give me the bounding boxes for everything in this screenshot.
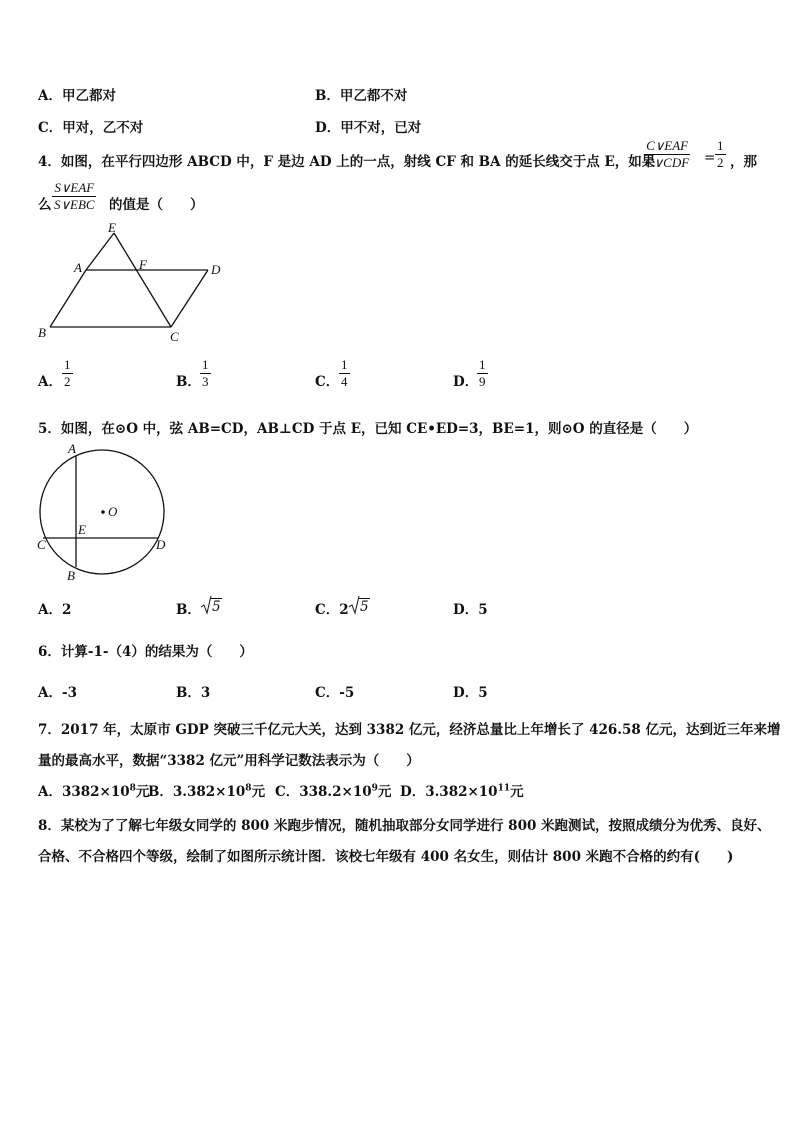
q4-option-a-num: 1 xyxy=(64,357,71,372)
q7-stem-line2: 量的最高水平，数据“3382 亿元”用科学记数法表示为（ ） xyxy=(38,753,420,769)
q4-option-d-num: 1 xyxy=(479,357,486,372)
q4-stem-tail: ，那 xyxy=(730,154,757,170)
center-point xyxy=(101,510,105,514)
label-b: B xyxy=(67,568,75,583)
q4-option-c-num: 1 xyxy=(341,357,348,372)
q7-option-b-base: B．3.382×10 xyxy=(148,784,246,800)
q4-parallelogram-figure xyxy=(36,222,226,346)
label-c: C xyxy=(37,537,46,552)
q4-option-a-den: 2 xyxy=(64,374,71,389)
q7-option-a xyxy=(38,780,149,800)
q7-option-d-base: D．3.382×10 xyxy=(400,784,498,800)
q4-option-b-label: B． xyxy=(176,374,201,390)
q4-area-ratio-num: S∨EAF xyxy=(54,180,95,195)
q4-ratio-perimeter-num: C∨EAF xyxy=(646,138,689,153)
q4-equals-sign: = xyxy=(704,150,716,166)
q7-option-d xyxy=(400,780,524,800)
q7-option-a-exp: 8 xyxy=(129,783,136,794)
q4-ratio-perimeter xyxy=(643,139,691,170)
q4-given-ratio-num: 1 xyxy=(717,138,724,153)
q4-option-b-num: 1 xyxy=(202,357,209,372)
q5-option-c-radicand: 5 xyxy=(360,599,369,615)
q5-option-b-label: B． xyxy=(176,602,201,618)
q3-option-b: B．甲乙都不对 xyxy=(315,88,408,104)
q4-option-b-den: 3 xyxy=(202,374,209,389)
q4-option-c-den: 4 xyxy=(341,374,348,389)
q5-option-d: D．5 xyxy=(453,602,488,618)
q3-option-d: D．甲不对，已对 xyxy=(315,120,422,136)
q4-option-d-den: 9 xyxy=(479,374,486,389)
q7-option-d-exp: 11 xyxy=(497,783,511,794)
label-d: D xyxy=(156,537,166,552)
q3-option-a: A．甲乙都对 xyxy=(38,88,116,104)
q8-stem-line2: 合格、不合格四个等级，绘制了如图所示统计图．该校七年级有 400 名女生，则估计 800 米跑不合格的约有( ) xyxy=(38,849,734,865)
q4-given-ratio-den: 2 xyxy=(717,155,724,170)
segment-ec xyxy=(114,233,171,327)
q7-option-b xyxy=(148,780,265,800)
q7-option-c-base: C．338.2×10 xyxy=(275,784,372,800)
label-b: B xyxy=(38,325,46,340)
label-d: D xyxy=(211,262,221,277)
q4-stem-line1: 4．如图，在平行四边形 ABCD 中，F 是边 AD 上的一点，射线 CF 和 BA 的延长线交于点 E，如果 xyxy=(38,154,656,170)
q6-option-d: D．5 xyxy=(453,685,488,701)
q6-stem: 6．计算-1-（4）的结果为（ ） xyxy=(38,644,253,660)
q7-option-b-exp: 8 xyxy=(245,783,252,794)
q4-option-c-label: C． xyxy=(315,374,340,390)
q8-stem-line1: 8．某校为了了解七年级女同学的 800 米跑步情况，随机抽取部分女同学进行 800 米跑测试，按照成绩分为优秀、良好、 xyxy=(38,818,771,834)
q5-option-b-radicand: 5 xyxy=(212,599,221,615)
q4-option-b-fraction xyxy=(200,358,211,389)
q4-given-ratio xyxy=(715,139,726,170)
q4-stem-line2-start: 么 xyxy=(38,197,52,213)
q7-option-c xyxy=(275,780,391,800)
q7-stem-line1: 7．2017 年，太原市 GDP 突破三千亿元大关，达到 3382 亿元，经济总量比上年增长了 426.58 亿元，达到近三年来增 xyxy=(38,722,781,738)
q6-option-b: B．3 xyxy=(176,685,211,701)
label-a: A xyxy=(74,260,82,275)
q7-option-d-unit: 元 xyxy=(510,784,524,800)
q4-stem-line2-end: 的值是（ ） xyxy=(109,197,204,213)
q4-option-d-label: D． xyxy=(453,374,479,390)
q4-area-ratio-den: S∨EBC xyxy=(54,197,95,212)
label-a: A xyxy=(68,441,76,456)
label-e: E xyxy=(108,222,116,235)
segment-ba xyxy=(50,270,86,327)
q6-option-a: A．-3 xyxy=(38,685,77,701)
label-e: E xyxy=(78,522,86,537)
q4-option-a-label: A． xyxy=(38,374,62,390)
q5-option-c-label: C．2 xyxy=(315,602,349,618)
q5-stem: 5．如图，在⊙O 中，弦 AB=CD，AB⊥CD 于点 E，已知 CE•ED=3，BE=1，则⊙O 的直径是（ ） xyxy=(38,421,698,437)
label-f: F xyxy=(139,257,147,272)
q4-ratio-perimeter-den: C∨CDF xyxy=(645,155,690,170)
q3-option-c: C．甲对，乙不对 xyxy=(38,120,144,136)
segment-dc xyxy=(171,270,208,327)
segment-ae xyxy=(86,233,114,270)
q7-option-c-unit: 元 xyxy=(377,784,392,800)
q4-area-ratio xyxy=(52,181,97,212)
label-c: C xyxy=(170,329,179,344)
q7-option-a-base: A．3382×10 xyxy=(38,784,130,800)
q6-option-c: C．-5 xyxy=(315,685,355,701)
q7-option-c-exp: 9 xyxy=(371,783,378,794)
q4-option-d-fraction xyxy=(477,358,488,389)
q5-circle-figure xyxy=(34,440,174,585)
q5-option-a: A．2 xyxy=(38,602,72,618)
label-o: O xyxy=(108,504,118,519)
q4-option-a-fraction xyxy=(62,358,73,389)
q7-option-a-unit: 元 xyxy=(135,784,150,800)
q7-option-b-unit: 元 xyxy=(251,784,266,800)
q4-option-c-fraction xyxy=(339,358,350,389)
